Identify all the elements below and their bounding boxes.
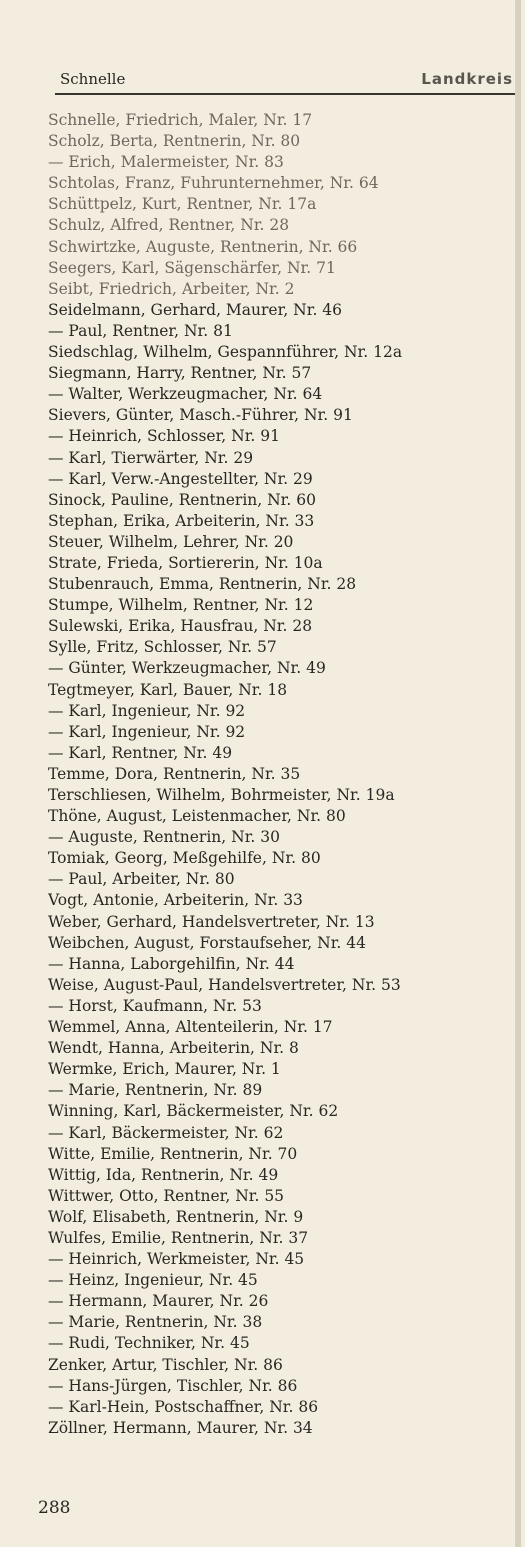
page-number: 288	[38, 1498, 71, 1518]
list-item: — Paul, Rentner, Nr. 81	[48, 321, 233, 340]
list-item: Weber, Gerhard, Handelsvertreter, Nr. 13	[48, 912, 375, 931]
list-item: — Hanna, Laborgehilfin, Nr. 44	[48, 954, 295, 973]
list-item: — Günter, Werkzeugmacher, Nr. 49	[48, 659, 326, 678]
list-item: — Erich, Malermeister, Nr. 83	[48, 153, 284, 172]
list-item: — Karl, Ingenieur, Nr. 92	[48, 701, 246, 720]
list-item: — Auguste, Rentnerin, Nr. 30	[48, 828, 280, 847]
list-item: Zöllner, Hermann, Maurer, Nr. 34	[48, 1418, 313, 1437]
list-item: Seidelmann, Gerhard, Maurer, Nr. 46	[48, 300, 343, 319]
list-item: Tegtmeyer, Karl, Bauer, Nr. 18	[48, 680, 288, 699]
list-item: — Paul, Arbeiter, Nr. 80	[48, 870, 235, 889]
list-item: — Karl, Verw.-Angestellter, Nr. 29	[48, 469, 313, 488]
page-edge	[515, 0, 521, 1547]
list-item: Terschliesen, Wilhelm, Bohrmeister, Nr. 19a	[48, 786, 395, 804]
list-item: Seegers, Karl, Sägenschärfer, Nr. 71	[48, 258, 336, 277]
list-item: Sievers, Günter, Masch.-Führer, Nr. 91	[48, 406, 353, 425]
list-item: — Marie, Rentnerin, Nr. 89	[48, 1081, 263, 1100]
list-item: Witte, Emilie, Rentnerin, Nr. 70	[48, 1144, 298, 1163]
list-item: Weise, August-Paul, Handelsvertreter, Nr. 53	[48, 975, 401, 994]
list-item: — Karl, Tierwärter, Nr. 29	[48, 448, 254, 467]
list-item: Sinock, Pauline, Rentnerin, Nr. 60	[48, 490, 316, 509]
list-item: — Walter, Werkzeugmacher, Nr. 64	[48, 385, 323, 404]
list-item: Schnelle, Friedrich, Maler, Nr. 17	[48, 111, 313, 129]
list-item: Stumpe, Wilhelm, Rentner, Nr. 12	[48, 596, 314, 615]
list-item: — Karl-Hein, Postschaffner, Nr. 86	[48, 1397, 319, 1416]
list-item: Wulfes, Emilie, Rentnerin, Nr. 37	[48, 1228, 309, 1247]
running-header	[60, 66, 513, 88]
list-item: Schtolas, Franz, Fuhrunternehmer, Nr. 64	[48, 174, 379, 193]
list-item: Schwirtzke, Auguste, Rentnerin, Nr. 66	[48, 237, 358, 256]
header-right: Landkreis	[421, 70, 513, 88]
list-item: — Karl, Ingenieur, Nr. 92	[48, 722, 246, 741]
list-item: Weibchen, August, Forstaufseher, Nr. 44	[48, 933, 366, 952]
list-item: Seibt, Friedrich, Arbeiter, Nr. 2	[48, 279, 295, 298]
list-item: Sylle, Fritz, Schlosser, Nr. 57	[48, 638, 277, 657]
list-item: Winning, Karl, Bäckermeister, Nr. 62	[48, 1102, 339, 1121]
list-item: Stubenrauch, Emma, Rentnerin, Nr. 28	[48, 575, 357, 594]
list-item: — Heinrich, Werkmeister, Nr. 45	[48, 1250, 305, 1269]
list-item: Temme, Dora, Rentnerin, Nr. 35	[48, 764, 301, 783]
list-item: Wemmel, Anna, Altenteilerin, Nr. 17	[48, 1018, 333, 1037]
list-item: — Karl, Rentner, Nr. 49	[48, 743, 233, 762]
list-item: Wendt, Hanna, Arbeiterin, Nr. 8	[48, 1039, 299, 1058]
list-item: Tomiak, Georg, Meßgehilfe, Nr. 80	[48, 849, 321, 868]
list-item: Wermke, Erich, Maurer, Nr. 1	[48, 1060, 281, 1079]
list-item: Schüttpelz, Kurt, Rentner, Nr. 17a	[48, 195, 317, 214]
list-item: Wolf, Elisabeth, Rentnerin, Nr. 9	[48, 1207, 304, 1226]
header-left: Schnelle	[60, 70, 126, 88]
list-item: — Horst, Kaufmann, Nr. 53	[48, 996, 262, 1015]
list-item: — Hans-Jürgen, Tischler, Nr. 86	[48, 1376, 298, 1395]
list-item: Zenker, Artur, Tischler, Nr. 86	[48, 1355, 283, 1374]
list-item: — Karl, Bäckermeister, Nr. 62	[48, 1123, 284, 1142]
directory-list	[48, 110, 517, 1439]
list-item: — Rudi, Techniker, Nr. 45	[48, 1334, 250, 1353]
list-item: Wittig, Ida, Rentnerin, Nr. 49	[48, 1165, 279, 1184]
list-item: — Hermann, Maurer, Nr. 26	[48, 1292, 269, 1311]
header-rule	[55, 93, 515, 95]
list-item: Siegmann, Harry, Rentner, Nr. 57	[48, 364, 312, 383]
list-item: Stephan, Erika, Arbeiterin, Nr. 33	[48, 511, 315, 530]
list-item: — Heinrich, Schlosser, Nr. 91	[48, 427, 281, 446]
list-item: Wittwer, Otto, Rentner, Nr. 55	[48, 1186, 285, 1205]
list-item: Vogt, Antonie, Arbeiterin, Nr. 33	[48, 891, 303, 910]
list-item: Siedschlag, Wilhelm, Gespannführer, Nr. 12a	[48, 343, 403, 362]
list-item: Schulz, Alfred, Rentner, Nr. 28	[48, 216, 290, 235]
list-item: — Heinz, Ingenieur, Nr. 45	[48, 1271, 258, 1290]
list-item: Thöne, August, Leistenmacher, Nr. 80	[48, 807, 346, 826]
list-item: Strate, Frieda, Sortiererin, Nr. 10a	[48, 553, 323, 572]
list-item: Scholz, Berta, Rentnerin, Nr. 80	[48, 132, 301, 151]
list-item: — Marie, Rentnerin, Nr. 38	[48, 1313, 263, 1332]
list-item: Steuer, Wilhelm, Lehrer, Nr. 20	[48, 532, 294, 551]
list-item: Sulewski, Erika, Hausfrau, Nr. 28	[48, 617, 313, 636]
